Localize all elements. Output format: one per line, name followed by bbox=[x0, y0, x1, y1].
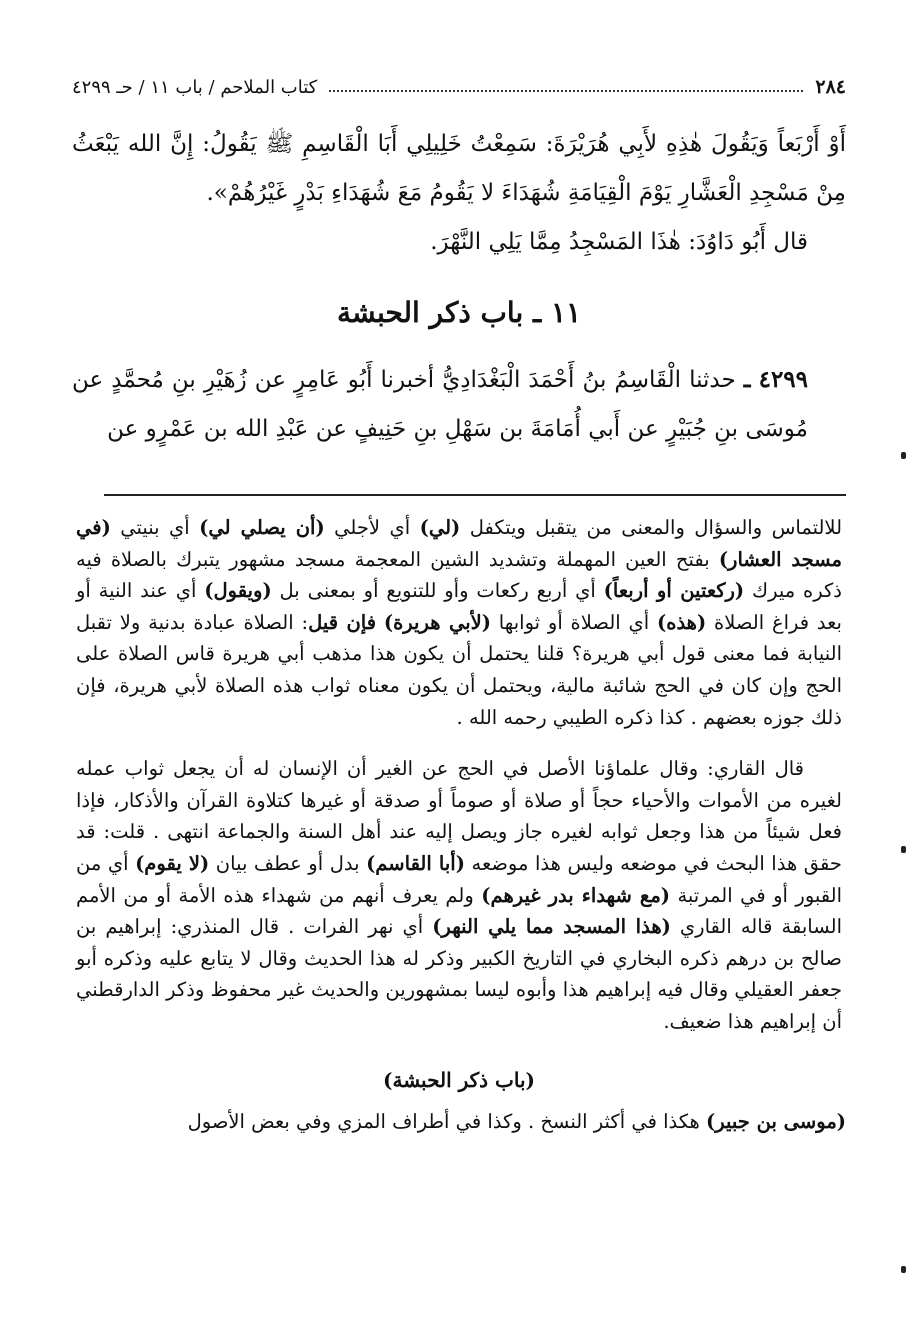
commentary-lemma: (في مسجد العشار) bbox=[76, 516, 842, 571]
main-text bbox=[72, 120, 846, 267]
commentary-lemma: (موسى بن جبير) bbox=[706, 1109, 846, 1133]
commentary-lemma: (ركعتين أو أربعاً) bbox=[603, 579, 745, 603]
commentary-lemma: (ويقول) bbox=[204, 579, 272, 603]
commentary-paragraph bbox=[76, 512, 842, 733]
hadith-text bbox=[72, 355, 846, 454]
chapter-word: باب bbox=[480, 296, 524, 329]
footnote-divider bbox=[104, 494, 846, 496]
header-dots bbox=[329, 90, 803, 92]
chapter-separator: ـ bbox=[532, 296, 542, 329]
commentary-lemma: (أبا القاسم) bbox=[366, 851, 465, 875]
commentary-lemma: (لأبي هريرة) bbox=[383, 610, 491, 634]
hadith-separator: ـ bbox=[743, 366, 751, 393]
commentary-last-line bbox=[72, 1106, 846, 1138]
commentary-paragraph bbox=[76, 753, 842, 1037]
commentary-subheading: (باب ذكر الحبشة) bbox=[383, 1067, 535, 1092]
commentary-lemma: (هذا المسجد مما يلي النهر) bbox=[432, 915, 671, 939]
chapter-heading bbox=[72, 289, 846, 337]
chapter-number: ١١ bbox=[550, 296, 582, 329]
commentary-text: للالتماس والسؤال والمعنى من يتقبل ويتكفل bbox=[460, 516, 843, 539]
commentary-text: أي عند النية أو بعد فراغ الصلاة bbox=[76, 579, 842, 634]
commentary-text: أي نهر الفرات . قال المنذري: إبراهيم بن صالح بن درهم ذكره البخاري في التاريخ الكبير وذكر له هذا الحديث وقال لا يتابع عليه وذكره أبو جعفر العقيلي وقال فيه إبراهيم هذا وأبوه ليسا بمشهورين والحديث غير محفوظ وذكر الدارقطني أن إبراهيم هذا ضعيف. bbox=[76, 915, 842, 1033]
margin-mark bbox=[901, 1266, 906, 1273]
commentary-text: : الصلاة عبادة بدنية ولا تقبل النيابة فما معنى قول أبي هريرة؟ قلنا يحتمل أن يكون هذا مذهب أبي هريرة قاس الصلاة على الحج وإن كان في الحج شائبة مالية، ويحتمل أن يكون معناه ثواب هذه الصلاة لأبي هريرة، فإن ذلك جوزه بعضهم . كذا ذكره الطيبي رحمه الله . bbox=[76, 610, 842, 729]
margin-mark bbox=[901, 846, 906, 853]
commentary-text: أي بنيتي bbox=[110, 516, 200, 539]
commentary bbox=[72, 512, 846, 1038]
commentary-lemma: (لا يقوم) bbox=[135, 851, 210, 875]
commentary-lemma: (لي) bbox=[419, 516, 461, 539]
margin-mark bbox=[901, 452, 906, 459]
hadith-chain: حدثنا الْقَاسِمُ بنُ أَحْمَدَ الْبَغْدَادِيُّ أخبرنا أَبُو عَامِرٍ عن زُهَيْرِ بنِ مُحمَّدٍ عن مُوسَى بنِ جُبَيْرٍ عن أَبي أُمَامَةَ بن سَهْلِ بنِ حَنِيفٍ عن عَبْدِ الله بن عَمْرٍو عن bbox=[72, 367, 808, 442]
commentary-text: أي من القبور أو في المرتبة bbox=[76, 851, 842, 907]
chapter-title: ذكر الحبشة bbox=[336, 296, 471, 329]
commentary-lemma: فإن قيل bbox=[308, 610, 377, 634]
commentary-lemma: (هذه) bbox=[657, 610, 707, 634]
header-title: كتاب الملاحم / باب ١١ / حـ ٤٢٩٩ bbox=[72, 77, 318, 98]
commentary-lemma: (مع شهداء بدر غيرهم) bbox=[481, 883, 670, 907]
page-number: ٢٨٤ bbox=[815, 76, 846, 98]
commentary-text bbox=[376, 611, 384, 634]
commentary-lemma: (أن يصلي لي) bbox=[199, 516, 325, 539]
commentary-text: أي لأجلي bbox=[324, 516, 420, 539]
commentary-text: قال القاري: وقال علماؤنا الأصل في الحج عن الغير أن الإنسان له أن يجعل ثواب عمله لغيره من الأموات والأحياء حجاً أو صلاة أو صوماً أو صدقة أو غيرها كتلاوة القرآن والأذكار، فإذا فعل شيئاً من هذا وجعل ثوابه لغيره جاز ويصل إليه عند أهل السنة والجماعة انتهى . قلت: قد حقق هذا البحث في موضعه وليس هذا موضعه bbox=[76, 757, 842, 875]
main-text-line: أَوْ أَرْبَعاً وَيَقُولَ هٰذِهِ لأَبِي هُرَيْرَةَ: سَمِعْتُ خَلِيلِي أَبَا الْقَاسِمِ ﷺ يَقُولُ: إِنَّ الله يَبْعَثُ مِنْ مَسْجِدِ الْعَشَّارِ يَوْمَ الْقِيَامَةِ شُهَدَاءَ لا يَقُومُ مَعَ شُهَدَاءِ بَدْرٍ غَيْرُهُمْ». bbox=[72, 131, 846, 206]
commentary-text: هكذا في أكثر النسخ . وكذا في أطراف المزي وفي بعض الأصول bbox=[187, 1109, 706, 1133]
abu-dawud-remark: قال أَبُو دَاوُدَ: هٰذَا المَسْجِدُ مِمَّا يَلِي النَّهْرَ. bbox=[430, 229, 808, 255]
commentary-text: ولم يعرف أنهم من شهداء هذه الأمة أو من الأمم السابقة قاله القاري bbox=[76, 883, 842, 939]
commentary-text: أي الصلاة أو ثوابها bbox=[490, 610, 657, 634]
commentary-text: أي أربع ركعات وأو للتنويع أو بمعنى بل bbox=[271, 579, 604, 603]
commentary-text: بدل أو عطف بيان bbox=[209, 851, 367, 875]
hadith-number: ٤٢٩٩ bbox=[758, 366, 809, 393]
running-header bbox=[72, 58, 846, 98]
commentary-text: بفتح العين المهملة وتشديد الشين المعجمة مسجد مشهور يتبرك بالصلاة فيه ذكره ميرك bbox=[76, 547, 842, 603]
